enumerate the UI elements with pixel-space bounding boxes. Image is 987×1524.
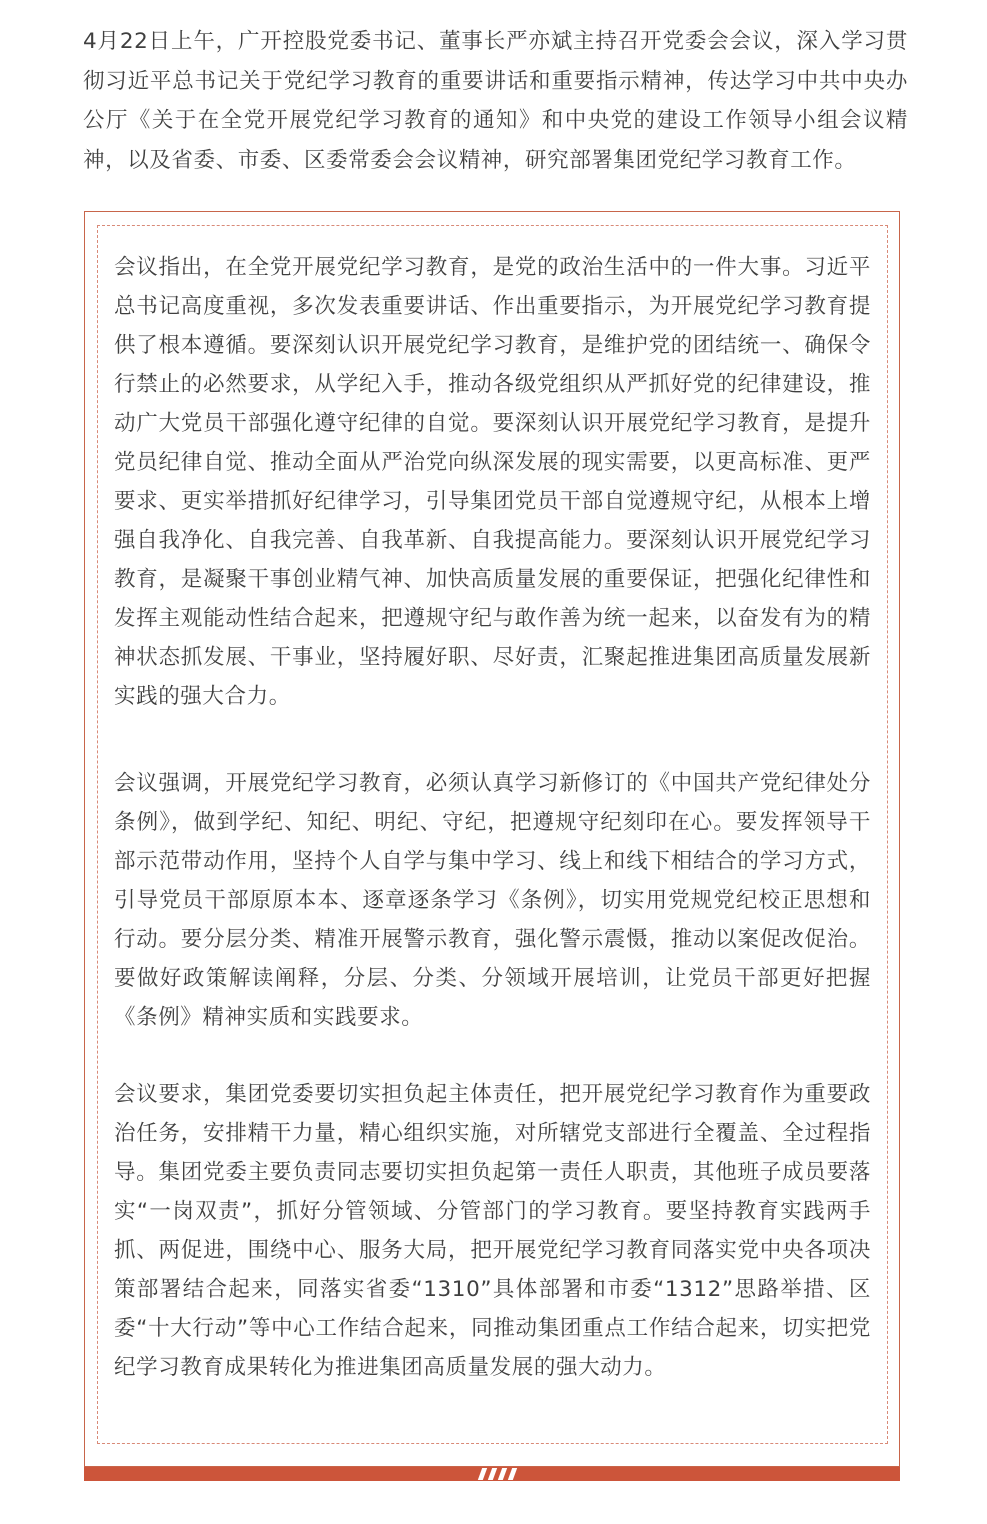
paragraph-meeting-requirements: 会议要求，集团党委要切实担负起主体责任，把开展党纪学习教育作为重要政治任务，安排精干力量，精心组织实施，对所辖党支部进行全覆盖、全过程指导。集团党委主要负责同志要切实担负起第一责任人职责，其他班子成员要落实“一岗双责”，抓好分管领域、分管部门的学习教育。要坚持教育实践两手抓、两促进，围绕中心、服务大局，把开展党纪学习教育同落实党中央各项决策部署结合起来，同落实省委“1310”具体部署和市委“1312”思路举措、区委“十大行动”等中心工作结合起来，同推动集团重点工作结合起来，切实把党纪学习教育成果转化为推进集团高质量发展的强大动力。 bbox=[114, 1082, 871, 1380]
stripe-3 bbox=[498, 1468, 507, 1480]
paragraph-meeting-points: 会议指出，在全党开展党纪学习教育，是党的政治生活中的一件大事。习近平总书记高度重视，多次发表重要讲话、作出重要指示，为开展党纪学习教育提供了根本遵循。要深刻认识开展党纪学习教育，是维护党的团结统一、确保令行禁止的必然要求，从学纪入手，推动各级党组织从严抓好党的纪律建设，推动广大党员干部强化遵守纪律的自觉。要深刻认识开展党纪学习教育，是提升党员纪律自觉、推动全面从严治党向纵深发展的现实需要，以更高标准、更严要求、更实举措抓好纪律学习，引导集团党员干部自觉遵规守纪，从根本上增强自我净化、自我完善、自我革新、自我提高能力。要深刻认识开展党纪学习教育，是凝聚干事创业精气神、加快高质量发展的重要保证，把强化纪律性和发挥主观能动性结合起来，把遵规守纪与敢作善为统一起来，以奋发有为的精神状态抓发展、干事业，坚持履好职、尽好责，汇聚起推进集团高质量发展新实践的强大合力。 bbox=[114, 255, 871, 709]
intro-paragraph: 4月22日上午，广开控股党委书记、董事长严亦斌主持召开党委会会议，深入学习贯彻习近平总书记关于党纪学习教育的重要讲话和重要指示精神，传达学习中共中央办公厅《关于在全党开展党纪学习教育的通知》和中央党的建设工作领导小组会议精神，以及省委、市委、区委常委会会议精神，研究部署集团党纪学习教育工作。 bbox=[83, 29, 908, 173]
stripe-2 bbox=[488, 1468, 497, 1480]
footer-stripes-decoration bbox=[480, 1467, 515, 1481]
stripe-1 bbox=[478, 1468, 487, 1480]
paragraph-meeting-emphasis: 会议强调，开展党纪学习教育，必须认真学习新修订的《中国共产党纪律处分条例》，做到学纪、知纪、明纪、守纪，把遵规守纪刻印在心。要发挥领导干部示范带动作用，坚持个人自学与集中学习、线上和线下相结合的学习方式，引导党员干部原原本本、逐章逐条学习《条例》，切实用党规党纪校正思想和行动。要分层分类、精准开展警示教育，强化警示震慑，推动以案促改促治。要做好政策解读阐释，分层、分类、分领域开展培训，让党员干部更好把握《条例》精神实质和实践要求。 bbox=[114, 771, 871, 1030]
